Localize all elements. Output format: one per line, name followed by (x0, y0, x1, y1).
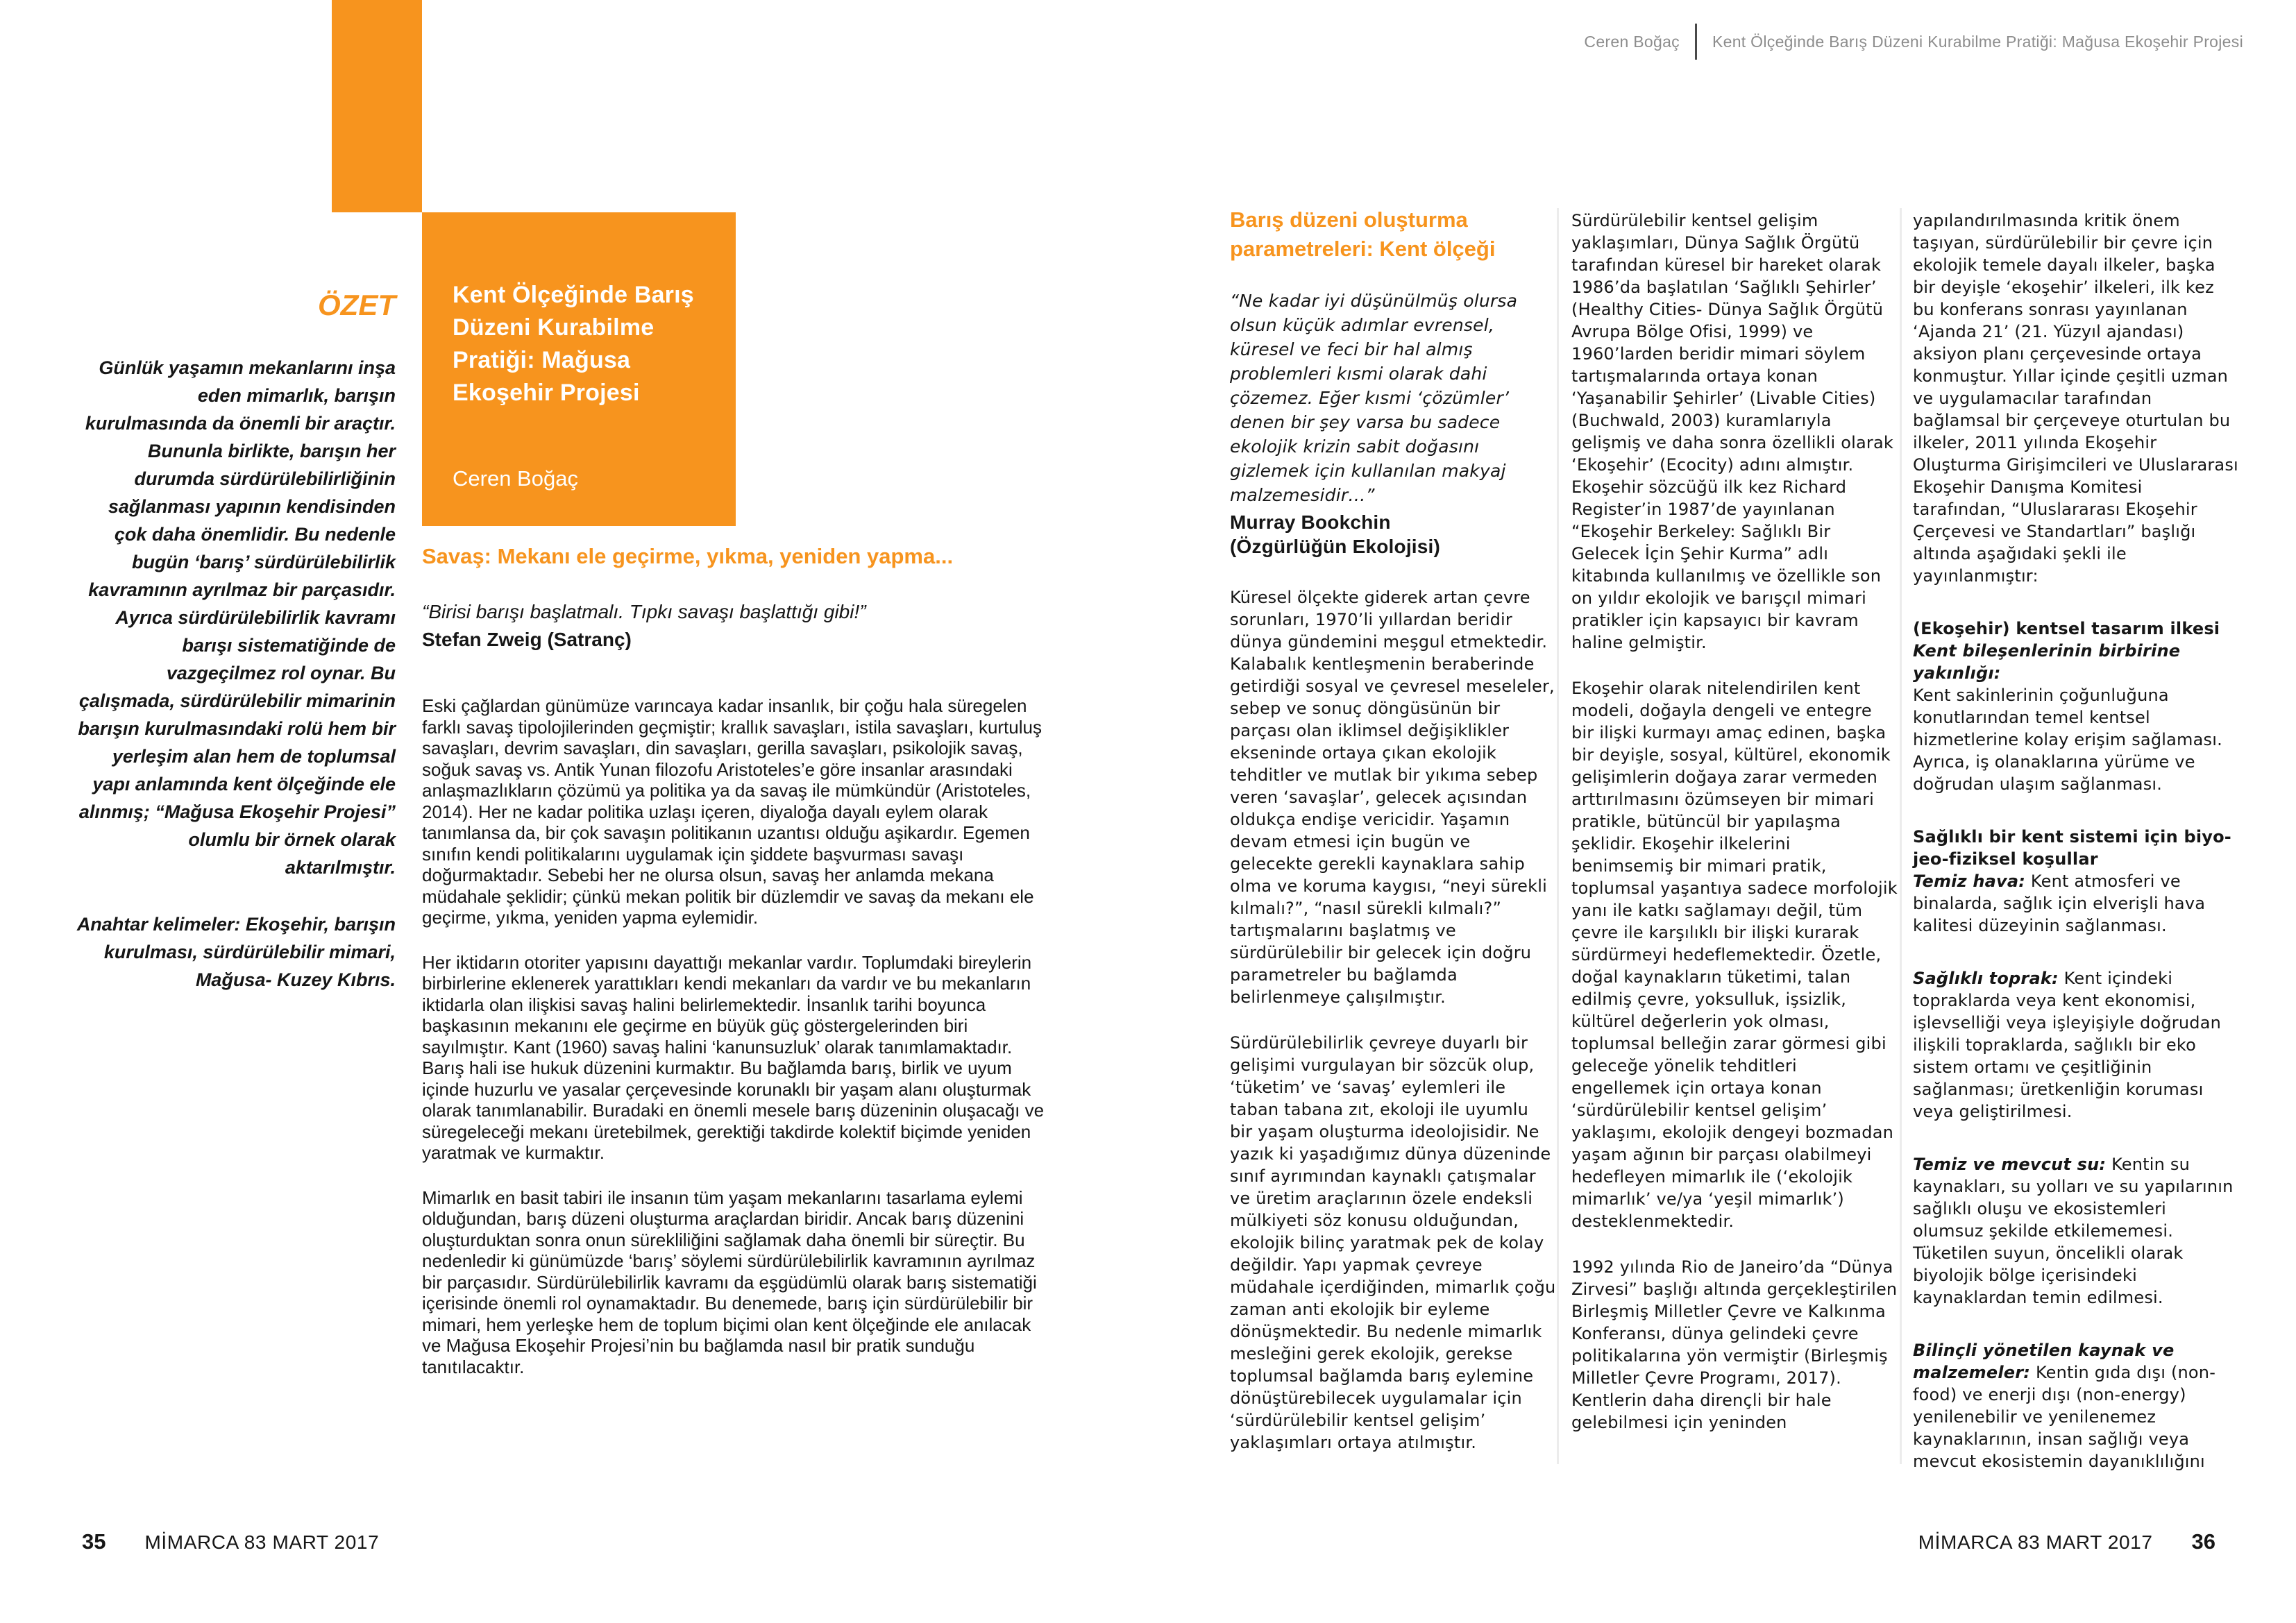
principles-paragraph-1: yapılandırılmasında kritik önem taşıyan, sürdürülebilir bir çevre için ekolojik temele dayalı ilkeler, başka bir deyişle ‘ekoşehir’ ilkeleri, ilk kez bu konferans sonrası yayınlanan ‘Ajanda 21’ (21. Yüzyıl ajandası) aksiyon planı çerçevesinde ortaya konmuştur. Yıllar içinde çeşitli uzman ve uygulamacılar tarafından bağlamsal bir çerçeveye oturtulan bu ilkeler, 2011 yılında Ekoşehir Oluşturma Girişimcileri ve Uluslararası Ekoşehir Danışma Komitesi tarafından, “Uluslararası Ekoşehir Çerçevesi ve Standartları” başlığı altında aşağıdaki şekli ile yayınlanmıştır: (1913, 211, 2238, 586)
ecocity-paragraph-1: Sürdürülebilir kentsel gelişim yaklaşımları, Dünya Sağlık Örgütü tarafından küresel bir hareket olarak 1986’da başlatılan ‘Sağlıklı Şehirler’ (Healthy Cities- Dünya Sağlık Örgütü Avrupa Bölge Ofisi, 1999) ve 1960’larden beridir mimari söylem tartışmalarında ortaya konan ‘Yaşanabilir Şehirler’ (Livable Cities) (Buchwald, 2003) kuramlarıyla gelişmiş ve daha sonra özellikli olarak ‘Ekoşehir’ (Ecocity) adını almıştır. Ekoşehir sözcüğü ilk kez Richard Register’in 1987’de yayınlanan “Ekoşehir Berkeley: Sağlıklı Bir Gelecek İçin Şehir Kurma” adlı kitabında kullanılmış ve özellikle son on yıldır ekolojik ve barışçıl mimari pratikler için kapsayıcı bir kavram haline gelmiştir. (1571, 211, 1893, 652)
principle-design-heading: (Ekoşehir) kentsel tasarım ilkesi (1913, 619, 2220, 638)
principle-healthy-soil-label: Sağlıklı toprak: (1913, 969, 2059, 988)
war-paragraph-1: Eski çağlardan günümüze varıncaya kadar insanlık, bir çoğu hala süregelen farklı savaş tipolojilerinden geçmiştir; krallık savaşları, istila savaşları, kurtuluş savaşları, devrim savaşları, din savaşları, gerilla savaşları, psikolojik savaş, soğuk savaş vs. Antik Yunan filozofu Aristoteles’e göre insanlar arasındaki anlaşmazlıkların çözümü ya politika ya da savaş ile mümkündür (Aristoteles, 2014). Her ne kadar politika uzlaşı içeren, diyaloğa dayalı eylem olarak tanımlansa da, bir çok savaşın politikanın uzantısı olduğu aşikardır. Egemen sınıfın kendi politikalarını uygulamak için şiddete başvurması savaşı doğurmaktadır. Sebebi her ne olursa olsun, savaş her anlamda mekana müdahale şeklidir; çünkü mekan politik bir düzlemdir ve savaş da mekanı ele geçirme, yıkma, yeniden yapma eylemidir. (422, 695, 1042, 928)
principle-design (1913, 618, 2239, 795)
running-header (1584, 24, 2243, 60)
footer-left-page-number: 35 (82, 1529, 106, 1554)
war-epigraph-author: Stefan Zweig (Satranç) (422, 629, 632, 650)
principle-bio-geo (1913, 826, 2239, 937)
war-epigraph-quote: “Birisi barışı başlatmalı. Tıpkı savaşı başlattığı gibi!” (422, 601, 866, 622)
orange-accent-rectangle (332, 0, 422, 212)
abstract-column (75, 289, 396, 994)
column-rule-left (1557, 208, 1559, 1464)
principle-resources-label: Bilinçli yönetilen kaynak ve malzemeler: (1913, 1341, 2175, 1382)
principle-healthy-soil-text: Kent içindeki topraklarda veya kent ekonomisi, işlevselliği veya işleyişiyle doğrudan ilişkili topraklarda, sağlıklı bir eko sistem ortamı ve çeşitliğinin sağlanması; üretkenliğin koruması veya geliştirilmesi. (1913, 969, 2222, 1121)
ecocity-paragraph-3: 1992 yılında Rio de Janeiro’da “Dünya Zirvesi” başlığı altında gerçekleştirilen Birleşmiş Milletler Çevre ve Kalkınma Konferansı, dünya gelindeki çevre politikalarına yön vermiştir (Birleşmiş Milletler Çevre Programı, 2017). Kentlerin daha dirençli bir hale gelebilmesi için yeninden (1571, 1257, 1898, 1432)
peace-epigraph-author: Murray Bookchin (1230, 511, 1391, 533)
column-rule-right (1900, 208, 1902, 1464)
war-paragraph-3: Mimarlık en basit tabiri ile insanın tüm yaşam mekanlarını tasarlama eylemi olduğundan, barış düzeni oluşturma araçlardan biridir. Ancak barış düzenini oluşturduktan sonra onun sürekliliğini sağlamak daha önemli bir süreçtir. Bu nedenledir ki günümüzde ‘barış’ söylemi sürdürülebilirlik kavramının ayrılmaz bir parçasıdır. Sürdürülebilirlik kavramı da eşgüdümlü olarak barış sistematiği içerisinde önemli rol oynamaktadır. Bu denemede, barış için sürdürülebilir bir mimari, hem yerleşke hem de toplum biçimi olan kent ölçeğinde ele anılacak ve Mağusa Ekoşehir Projesi’nin bu bağlamda nasıl bir pratik sunduğu tanıtılacaktır. (422, 1187, 1037, 1377)
peace-epigraph-quote: “Ne kadar iyi düşünülmüş olursa olsun küçük adımlar evrensel, küresel ve feci bir hal almış problemleri kısmi olarak dahi çözemez. Eğer kısmi ‘çözümler’ denen bir şey varsa bu sadece ekolojik krizin sabit doğasını gizlemek için kullanılan makyaj malzemesidir…” (1230, 291, 1518, 505)
principle-clean-air-text: Kent atmosferi ve binalarda, sağlık için elverişli hava kalitesi düzeyinin sağlanması. (1913, 872, 2206, 935)
abstract-keywords: Anahtar kelimeler: Ekoşehir, barışın kurulması, sürdürülebilir mimari, Mağusa- Kuzey Kıbrıs. (76, 914, 396, 990)
principle-clean-water-text: Kentin su kaynakları, su yolları ve su yapılarının sağlıklı oluşu ve ekosistemleri olumsuz şekilde etkilememesi. Tüketilen suyun, öncelikli olarak biyolojik bölge içerisindeki kaynaklardan temin edilmesi. (1913, 1155, 2234, 1307)
peace-paragraph-3: Sürdürülebilirlik çevreye duyarlı bir gelişimi vurgulayan bir sözcük olup, ‘tüketim’ ve ‘savaş’ eylemleri ile taban tabana zıt, ekoloji ile uyumlu bir yaşam oluşturma ideolojisidir. Ne yazık ki yaşadığımız dünya düzeninde sınıf ayrımından kaynaklı çatışmalar ve üretim araçlarının özele endeksli mülkiyeti söz konusu olduğundan, ekolojik bilinç yaratmak pek de kolay değildir. Yapı yapmak çevreye müdahale içerdiğinden, mimarlık çoğu zaman anti ekolojik bir eyleme dönüşmektedir. Bu nedenle mimarlık mesleğini gerek ekolojik, gerekse toplumsal bağlamda barış eylemine dönüştürebilecek uygulamalar için ‘sürdürülebilir kentsel gelişim’ yaklaşımları ortaya atılmıştır. (1230, 1033, 1556, 1452)
principles-column (1913, 210, 2239, 1503)
principle-clean-water-label: Temiz ve mevcut su: (1913, 1155, 2107, 1174)
war-paragraph-2: Her iktidarın otoriter yapısını dayattığı mekanlar vardır. Toplumdaki bireylerin birbirlerine eklenerek yarattıkları kendi mekanları da vardır ve bu mekanların iktidarla olan ilişkisi savaş halini belirlemektedir. İnsanlık tarihi boyunca başkasının mekanını ele geçirme en büyük güç göstergelerinden biri sayılmıştır. Kant (1960) savaş halini ‘kanunsuzluk’ olarak tanımlamaktadır. Barış hali ise hukuk düzenini kurmaktır. Bu bağlamda barış, birlik ve uyum içinde huzurlu ve yasalar çerçevesinde korunaklı bir yaşam alanı oluşturmak olarak tanımlanabilir. Buradaki en önemli mesele barış düzeninin oluşacağı ve süregeleceği mekanı üretebilmek, gerektiği takdirde kolektif biçimde yeniden yaratmak ve kurmaktır. (422, 951, 1045, 1163)
header-divider (1695, 24, 1697, 60)
principle-proximity-label: Kent bileşenlerinin birbirine yakınlığı: (1913, 641, 2181, 683)
footer-right-page-number: 36 (2191, 1529, 2215, 1554)
section-war-heading: Savaş: Mekanı ele geçirme, yıkma, yeniden yapma... (422, 544, 954, 568)
article-title: Kent Ölçeğinde Barış Düzeni Kurabilme Pratiği: Mağusa Ekoşehir Projesi (453, 282, 694, 406)
peace-column (1230, 205, 1556, 1477)
section-war-column (422, 544, 1050, 1401)
ecocity-column (1571, 210, 1898, 1457)
ecocity-paragraph-2: Ekoşehir olarak nitelendirilen kent modeli, doğayla dengeli ve entegre bir ilişki kurmayı amaç edinen, başka bir deyişle, sosyal, kültürel, ekonomik gelişimlerin doğaya zarar vermeden arttırılmasını özümseyen bir mimari pratikle, bütüncül bir yapılaşma şeklidir. Ekoşehir ilkelerini benimsemiş bir mimari pratik, toplumsal yaşantıya sadece morfolojik yanı ile katkı sağlamayı değil, tüm çevre ile karşılıklı bir ilişki kurarak sürdürmeyi hedeflemektedir. Özetle, doğal kaynakların tüketimi, talan edilmiş çevre, yoksulluk, işsizlik, kültürel değerlerin yok olması, toplumsal belleğin zarar görmesi gibi geleceğe yönelik tehditleri engellemek için ortaya konan ‘sürdürülebilir kentsel gelişim’ yaklaşımı, ekolojik dengeyi bozmadan yaşam ağının bir parçası olabilmeyi hedefleyen mimarlık ile (‘ekolojik mimarlık’ ve/ya ‘yeşil mimarlık’) desteklenmektedir. (1571, 679, 1898, 1231)
article-author: Ceren Boğaç (453, 466, 578, 491)
article-title-box (422, 212, 736, 526)
principle-healthy-soil (1913, 967, 2239, 1123)
principle-bio-heading: Sağlıklı bir kent sistemi için biyo-jeo-fiziksel koşullar (1913, 827, 2231, 869)
peace-epigraph-work: (Özgürlüğün Ekolojisi) (1230, 536, 1441, 557)
footer-left (82, 1529, 379, 1554)
principle-resources (1913, 1339, 2239, 1472)
abstract-body: Günlük yaşamın mekanlarını inşa eden mimarlık, barışın kurulmasında da önemli bir araçtır. Bununla birlikte, barışın her durumda sürdürülebilirliğinin sağlanması yapının kendisinden çok daha önemlidir. Bu nedenle bugün ‘barış’ sürdürülebilirlik kavramının ayrılmaz bir parçasıdır. Ayrıca sürdürülebilirlik kavramı barışı sistematiğinde de vazgeçilmez rol oynar. Bu çalışmada, sürdürülebilir mimarinin barışın kurulmasındaki rolü hem bir yerleşim alan hem de toplumsal yapı anlamında kent ölçeğinde ele alınmış; “Mağusa Ekoşehir Projesi” olumlu bir örnek olarak aktarılmıştır. (78, 357, 396, 878)
running-header-author: Ceren Boğaç (1584, 32, 1680, 51)
section-peace-heading: Barış düzeni oluşturma parametreleri: Kent ölçeği (1230, 207, 1496, 261)
footer-left-journal: MİMARCA 83 MART 2017 (144, 1531, 380, 1553)
principle-proximity-text: Kent sakinlerinin çoğunluğuna konutlarından temel kentsel hizmetlerine kolay erişim sağlaması. Ayrıca, iş olanaklarına yürüme ve doğrudan ulaşım sağlanması. (1913, 686, 2222, 794)
footer-right (1918, 1529, 2215, 1554)
abstract-heading: ÖZET (318, 289, 396, 321)
principle-clean-water (1913, 1153, 2239, 1309)
footer-right-journal: MİMARCA 83 MART 2017 (1918, 1531, 2153, 1553)
running-header-title: Kent Ölçeğinde Barış Düzeni Kurabilme Pratiği: Mağusa Ekoşehir Projesi (1712, 32, 2243, 51)
principle-resources-text: Kentin gıda dışı (non-food) ve enerji dışı (non-energy) yenilenebilir ve yenilenemez kaynaklarının, insan sağlığı veya mevcut ekosistemin dayanıklılığını (1913, 1363, 2216, 1471)
principle-clean-air-label: Temiz hava: (1913, 872, 2026, 891)
peace-paragraph-2: Küresel ölçekte giderek artan çevre sorunları, 1970’li yıllardan beridir dünya gündemini meşgul etmektedir. Kalabalık kentleşmenin beraberinde getirdiği sosyal ve çevresel meseleler, sebep ve sonuç döngüsünün bir parçası olan iklimsel değişiklikler ekseninde ortaya çıkan ekolojik tehditler ve mutlak bir yıkıma sebep veren ‘savaşlar’, gelecek açısından oldukça endişe vericidir. Yaşamın devam etmesi için bugün ve gelecekte gerekli kaynaklara sahip olma ve koruma kaygısı, “neyi sürekli kılmalı?”, “nasıl sürekli kılmalı?” tartışmalarını başlatmış ve sürdürülebilir bir gelecek için doğru parametreler bu bağlamda belirlenmeye çalışılmıştır. (1230, 588, 1555, 1007)
